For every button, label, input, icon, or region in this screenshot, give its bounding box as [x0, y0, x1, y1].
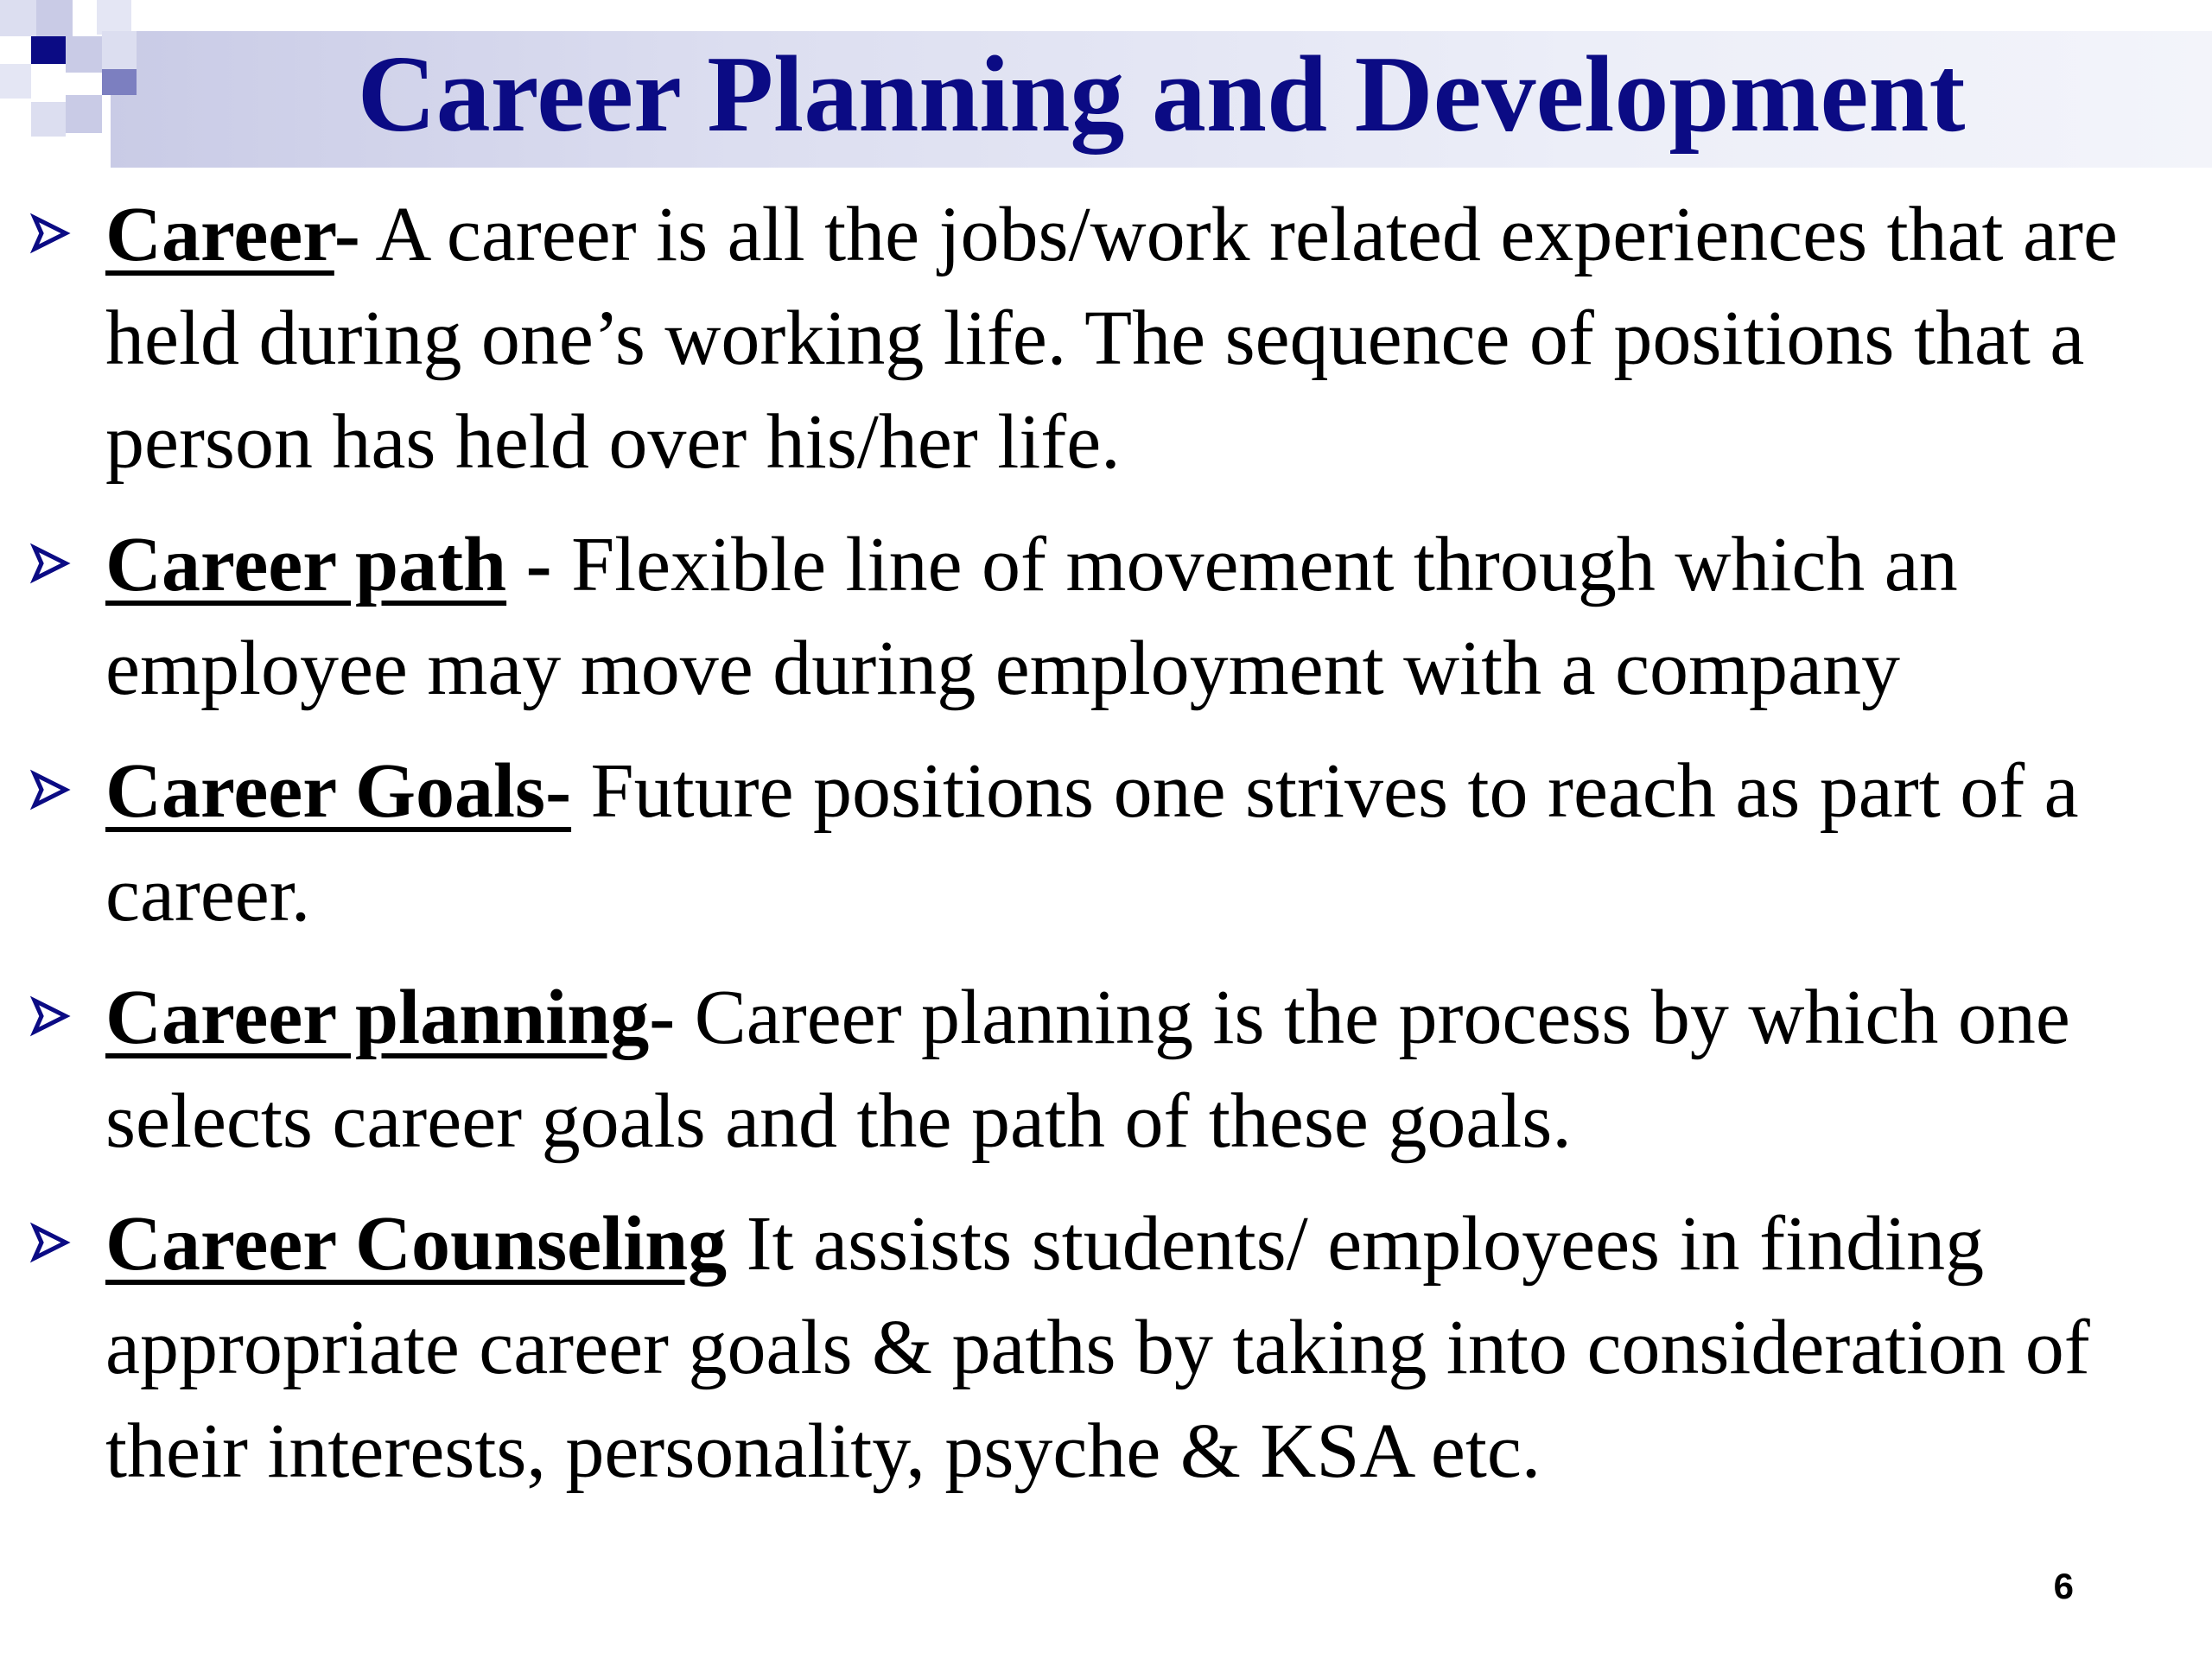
list-item	[26, 1192, 2195, 1503]
definition-text: Future positions one strives to reach as part of a career.	[105, 748, 2079, 938]
definition-text: A career is all the jobs/work related experiences that are held during one’s working life. The sequence of positions that a person has held over his/her life.	[105, 192, 2118, 485]
term-label: Career planning	[105, 975, 650, 1060]
arrowhead-bullet-icon	[26, 766, 74, 814]
mosaic-square	[0, 64, 31, 99]
term-label: Career Goals-	[105, 748, 572, 834]
mosaic-square	[0, 0, 36, 36]
mosaic-square	[66, 36, 102, 73]
slide-title: Career Planning and Development	[357, 35, 1966, 155]
term-separator: -	[334, 192, 360, 277]
page-number: 6	[2053, 1566, 2074, 1606]
definition-text: Flexible line of movement through which an employee may move during employment with a company	[105, 522, 1958, 711]
definition-text: It assists students/ employees in finding appropriate career goals & paths by taking into consideration of their interests, personality, psyche & KSA etc.	[105, 1201, 2090, 1494]
arrowhead-bullet-icon	[26, 992, 74, 1040]
term-separator: -	[649, 975, 676, 1060]
mosaic-square	[31, 36, 66, 64]
definition-text: Career planning is the process by which one selects career goals and the path of these goals.	[105, 975, 2070, 1164]
mosaic-square	[66, 95, 102, 133]
list-item	[26, 740, 2195, 947]
term-label: Career	[105, 192, 334, 277]
mosaic-square	[31, 102, 66, 137]
term-label: Career path	[105, 522, 507, 607]
mosaic-square	[36, 0, 73, 36]
bullet-list	[26, 183, 2195, 1503]
list-item	[26, 513, 2195, 721]
arrowhead-bullet-icon	[26, 209, 74, 257]
term-label: Career Counseling	[105, 1201, 728, 1287]
list-item	[26, 966, 2195, 1173]
arrowhead-bullet-icon	[26, 1218, 74, 1267]
arrowhead-bullet-icon	[26, 539, 74, 588]
list-item	[26, 183, 2195, 494]
term-separator: -	[506, 522, 552, 607]
